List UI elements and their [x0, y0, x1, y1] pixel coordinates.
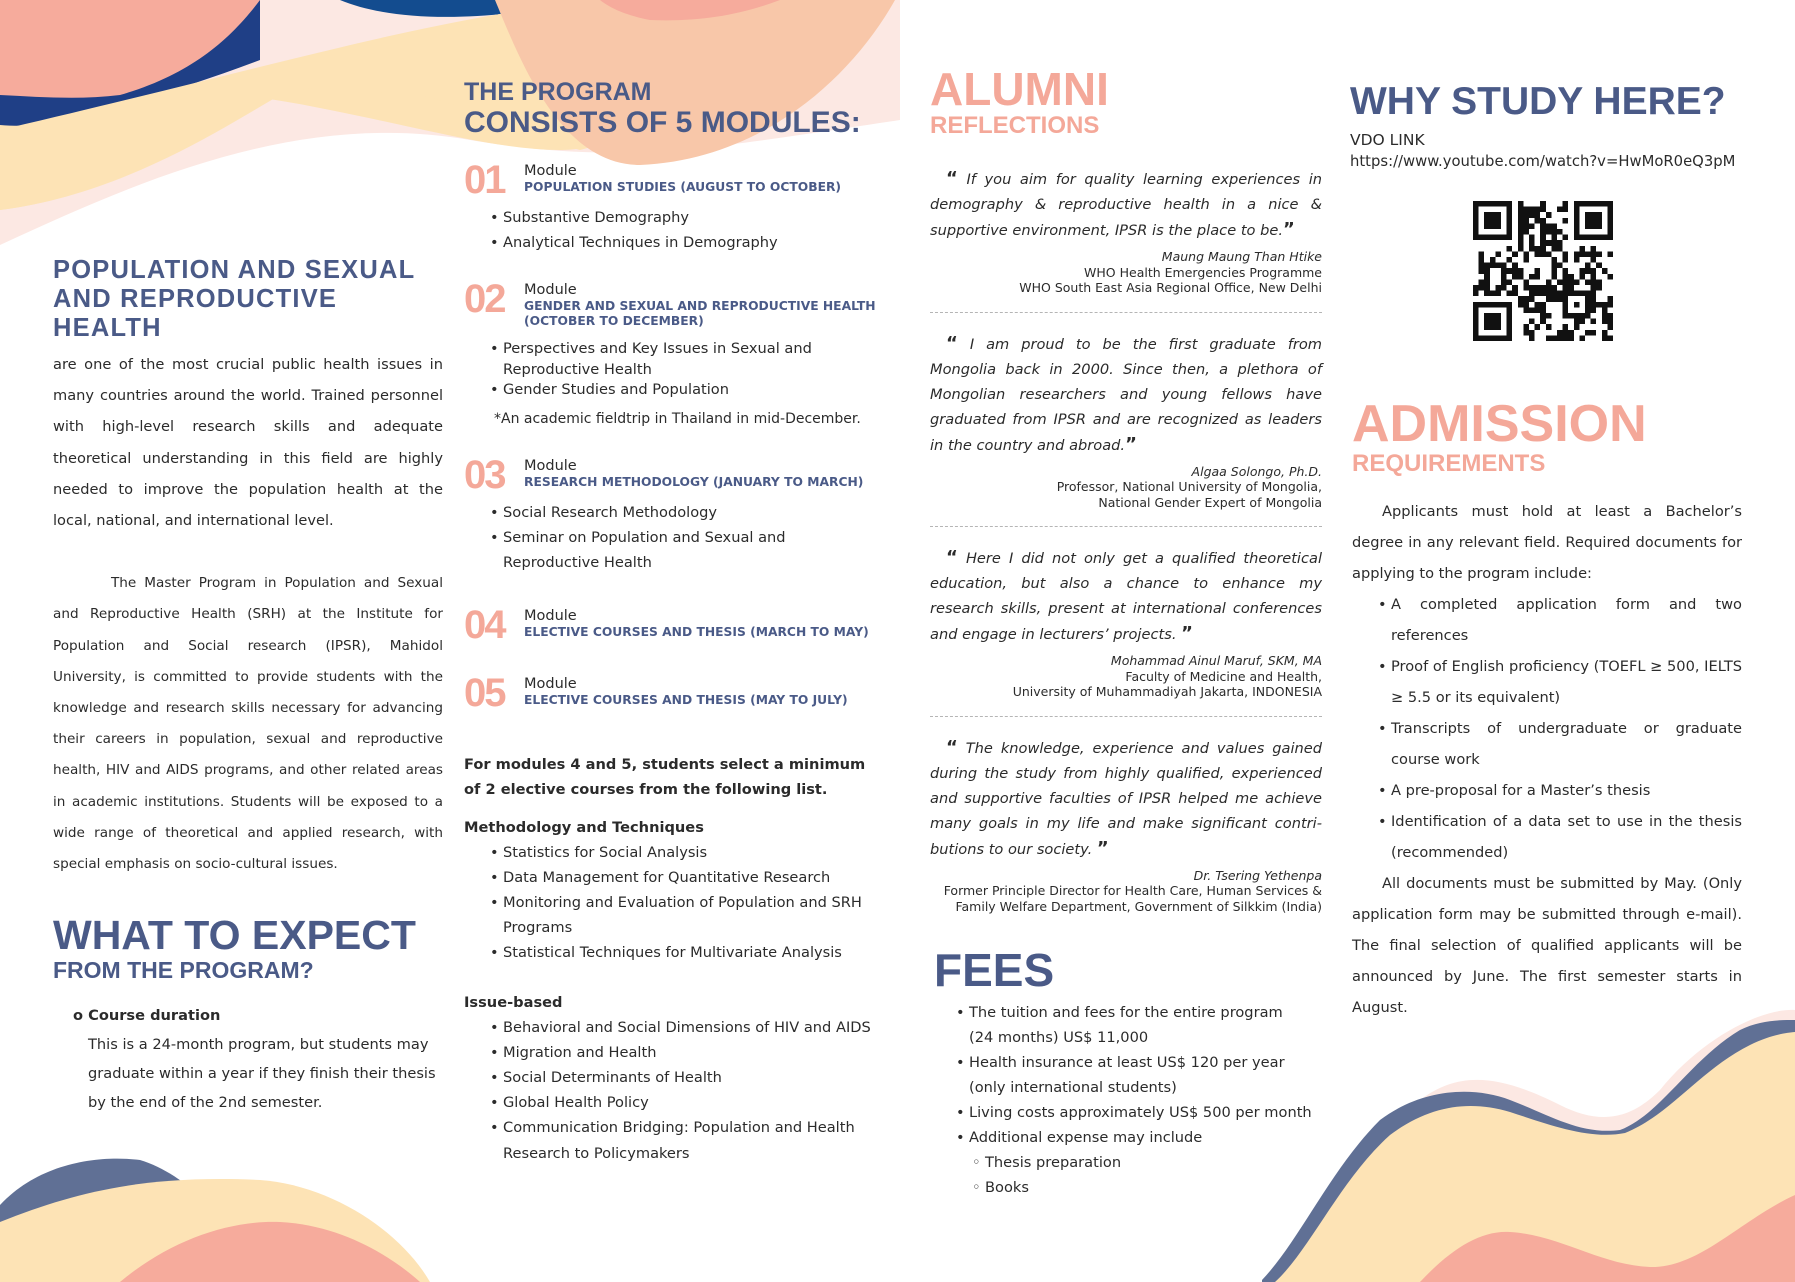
- testimonial-author: Dr. Tsering Yethenpa Former Principle Director for Health Care, Human Services & Family Welfare Department, Government of Silkkim (India): [943, 867, 1322, 914]
- admission-requirements-list: [1378, 589, 1742, 868]
- admission-intro: Applicants must hold at least a Bachelor’s degree in any relevant field. Required documents for applying to the program include:: [1352, 503, 1742, 582]
- admission-subtitle: REQUIREMENTS: [1352, 450, 1546, 477]
- vdo-label: VDO LINK: [1350, 131, 1425, 149]
- list-item: • A pre-proposal for a Master’s thesis: [1378, 775, 1742, 806]
- list-item: • A completed application form and two references: [1378, 589, 1742, 651]
- module-number: 04: [464, 602, 505, 647]
- why-title: WHY STUDY HERE?: [1350, 80, 1726, 123]
- list-item: • Substantive Demography: [490, 205, 884, 230]
- list-item: • Data Management for Quantitative Research: [490, 865, 884, 890]
- list-item: • Health insurance at least US$ 120 per year (only international students): [956, 1050, 1326, 1100]
- intro-body: are one of the most crucial public health issues in many countries around the world. Trained personnel with high-level research skills and adequate theoretical understanding in this field are highly needed to improve the population health at the local, national, and international level.: [53, 356, 443, 530]
- module-number: 01: [464, 158, 505, 202]
- module-label: Module: [524, 675, 577, 692]
- elective-note: For modules 4 and 5, students select a minimum of 2 elective courses from the following list.: [464, 755, 866, 798]
- testimonial: [930, 545, 1322, 700]
- module-01-items: [490, 205, 884, 255]
- alumni-title: ALUMNI: [930, 63, 1109, 115]
- module-02-items: [490, 339, 884, 401]
- qr-code-icon[interactable]: [1473, 201, 1613, 341]
- module-label: Module: [524, 282, 577, 298]
- alumni-section: [930, 63, 1323, 914]
- methodology-list: [490, 840, 884, 966]
- module-label: Module: [524, 163, 577, 179]
- list-item: • Statistical Techniques for Multivariate Analysis: [490, 940, 884, 965]
- list-item: • Social Research Methodology: [490, 500, 884, 525]
- module-label: Module: [524, 457, 577, 474]
- course-duration-text: This is a 24-month program, but students may graduate within a year if they finish their thesis by the end of the 2nd semester.: [88, 1036, 436, 1111]
- divider: [930, 312, 1322, 313]
- divider: [930, 716, 1322, 717]
- list-item: • Behavioral and Social Dimensions of HIV and AIDS: [490, 1015, 884, 1040]
- testimonial-quote: “ Here I did not only get a qualified theoretical education, but also a chance to enhance my research skills, present at international conferences and engage in lecturers’ projects. ”: [930, 547, 1323, 644]
- list-item: • Seminar on Population and Sexual and Reproductive Health: [490, 525, 884, 575]
- course-duration-label: o Course duration: [73, 1007, 221, 1024]
- list-item: ◦ Books: [972, 1175, 1326, 1200]
- intro-title-line1: POPULATION AND SEXUAL: [53, 256, 416, 284]
- module-label: Module: [524, 607, 577, 624]
- video-link[interactable]: https://www.youtube.com/watch?v=HwMoR0eQ3pM: [1350, 153, 1736, 170]
- admission-section: [1352, 395, 1742, 1023]
- list-item: • Proof of English proficiency (TOEFL ≥ 500, IELTS ≥ 5.5 or its equivalent): [1378, 651, 1742, 713]
- module-number: 03: [464, 452, 505, 497]
- list-item: • Global Health Policy: [490, 1090, 884, 1115]
- list-item: • Transcripts of undergraduate or graduate course work: [1378, 713, 1742, 775]
- list-item: ◦ Thesis preparation: [972, 1150, 1326, 1175]
- fees-title: FEES: [934, 944, 1055, 996]
- fees-section: [934, 946, 1326, 1200]
- testimonial-author: Mohammad Ainul Maruf, SKM, MA Faculty of Medicine and Health, University of Muhammadiyah Jakarta, INDONESIA: [1012, 653, 1322, 699]
- testimonial: [930, 331, 1322, 511]
- list-item: • Additional expense may include: [956, 1125, 1326, 1150]
- admission-title: ADMISSION: [1352, 395, 1647, 453]
- close-quote-icon: ”: [1283, 219, 1295, 240]
- program-title-line2: CONSISTS OF 5 MODULES:: [464, 106, 861, 139]
- additional-expense-list: [972, 1150, 1326, 1200]
- list-item: • Communication Bridging: Population and Health Research to Policymakers: [490, 1115, 884, 1165]
- module-name: POPULATION STUDIES (AUGUST TO OCTOBER): [524, 180, 842, 194]
- close-quote-icon: ”: [1181, 623, 1193, 644]
- testimonial-author: Algaa Solongo, Ph.D. Professor, National University of Mongolia, National Gender Expert of Mongolia: [1056, 463, 1322, 510]
- intro-title: [53, 256, 443, 343]
- testimonial: [930, 735, 1322, 915]
- close-quote-icon: ”: [1096, 837, 1109, 859]
- divider: [930, 526, 1322, 527]
- intro-section: [53, 256, 443, 880]
- testimonial-quote: “ The knowledge, experience and values gained during the study from highly qualified, experienced and supportive faculties of IPSR helped me achieve many goals in my life and make significant contri-butions to our society. ”: [930, 736, 1323, 859]
- fieldtrip-note: *An academic fieldtrip in Thailand in mid-December.: [494, 410, 861, 427]
- expect-subtitle: FROM THE PROGRAM?: [53, 957, 314, 983]
- module-name: RESEARCH METHODOLOGY (JANUARY TO MARCH): [524, 474, 864, 489]
- module-05: [464, 670, 884, 715]
- expect-section: [53, 913, 453, 1117]
- list-item: • Statistics for Social Analysis: [490, 840, 884, 865]
- testimonial: [930, 166, 1322, 296]
- alumni-subtitle: REFLECTIONS: [930, 112, 1100, 139]
- why-section: [1350, 80, 1742, 172]
- list-item: • Identification of a data set to use in the thesis (recommended): [1378, 806, 1742, 868]
- list-item: • Living costs approximately US$ 500 per month: [956, 1100, 1326, 1125]
- testimonial-quote: “ If you aim for quality learning experiences in demography & reproductive health in a nice & supportive environment, IPSR is the place to be.”: [930, 168, 1322, 240]
- list-item: • Migration and Health: [490, 1040, 884, 1065]
- module-03: [464, 452, 884, 497]
- category-title: Issue-based: [464, 993, 563, 1011]
- list-item: • Perspectives and Key Issues in Sexual and Reproductive Health: [490, 339, 884, 380]
- module-01: [464, 158, 884, 202]
- category-title: Methodology and Techniques: [464, 818, 704, 836]
- module-name: ELECTIVE COURSES AND THESIS (MARCH TO MAY): [524, 624, 869, 639]
- close-quote-icon: ”: [1125, 433, 1137, 455]
- admission-closing: All documents must be submitted by May. (Only application form may be submitted through e-mail). The final selection of qualified applicants will be announced by June. The first semester starts in August.: [1352, 875, 1742, 1016]
- module-number: 02: [464, 277, 505, 321]
- list-item: • The tuition and fees for the entire program (24 months) US$ 11,000: [956, 1000, 1326, 1050]
- list-item: • Gender Studies and Population: [490, 380, 884, 401]
- intro-title-line2: AND REPRODUCTIVE HEALTH: [53, 285, 338, 342]
- open-quote-icon: “: [946, 168, 958, 189]
- open-quote-icon: “: [946, 332, 958, 354]
- module-04: [464, 602, 884, 647]
- fees-list: [956, 1000, 1326, 1150]
- module-number: 05: [464, 670, 505, 715]
- list-item: • Monitoring and Evaluation of Population and SRH Programs: [490, 890, 884, 940]
- expect-title: WHAT TO EXPECT: [53, 912, 416, 958]
- module-02: [464, 277, 884, 329]
- module-name: ELECTIVE COURSES AND THESIS (MAY TO JULY): [524, 692, 848, 707]
- program-title-line1: THE PROGRAM: [464, 78, 652, 106]
- program-section: [464, 78, 884, 1166]
- list-item: • Social Determinants of Health: [490, 1065, 884, 1090]
- testimonial-author: Maung Maung Than Htike WHO Health Emergencies Programme WHO South East Asia Regional Office, New Delhi: [1019, 249, 1322, 295]
- issue-based-list: [490, 1015, 884, 1166]
- testimonial-quote: “ I am proud to be the first graduate from Mongolia back in 2000. Since then, a plethora of Mongolian researchers and young fellows have graduated from IPSR and are recognized as leaders in the country and abroad.”: [930, 332, 1323, 455]
- open-quote-icon: “: [946, 547, 958, 568]
- list-item: • Analytical Techniques in Demography: [490, 230, 884, 255]
- module-03-items: [490, 500, 884, 575]
- open-quote-icon: “: [946, 736, 958, 758]
- master-program-text: The Master Program in Population and Sexual and Reproductive Health (SRH) at the Institute for Population and Social research (IPSR), Mahidol University, is committed to provide students with the knowledge and research skills necessary for advancing their careers in population, sexual and reproductive health, HIV and AIDS programs, and other related areas in academic institutions. Students will be exposed to a wide range of theoretical and applied research, with special emphasis on socio-cultural issues.: [53, 575, 443, 873]
- module-name: GENDER AND SEXUAL AND REPRODUCTIVE HEALTH (OCTOBER TO DECEMBER): [524, 299, 876, 328]
